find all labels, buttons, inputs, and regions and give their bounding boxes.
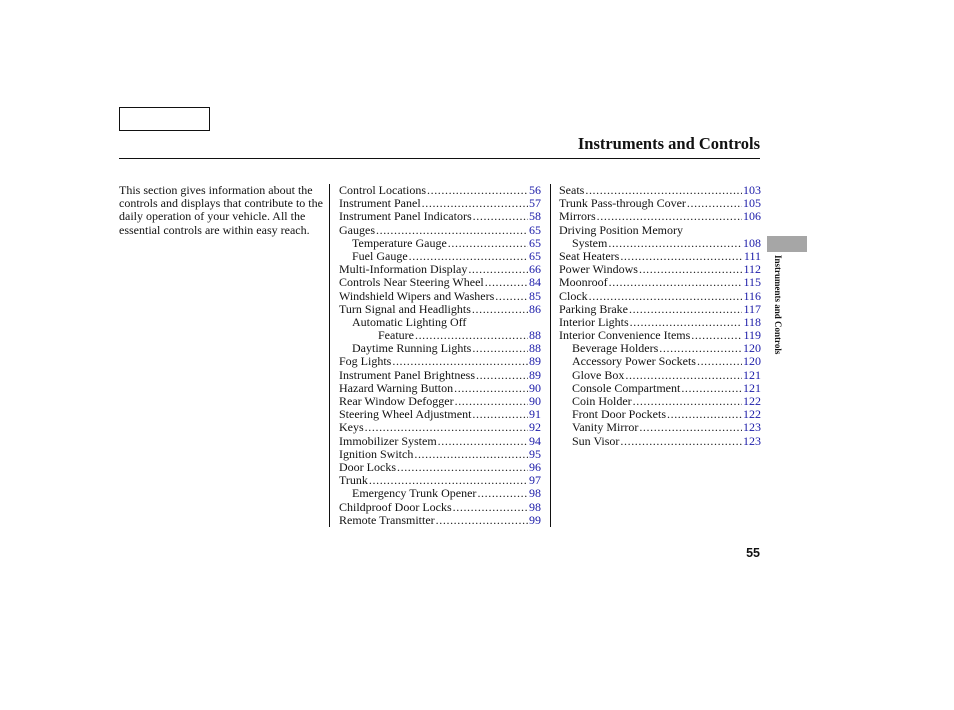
intro-paragraph: This section gives information about the controls and displays that contribute to the daily operation of your vehicle. All the essential controls are within easy reach.	[119, 183, 323, 237]
dot-leader	[365, 421, 528, 434]
dot-leader	[589, 290, 743, 303]
dot-leader	[687, 197, 742, 210]
dot-leader	[485, 276, 528, 289]
toc-entry[interactable]	[339, 421, 541, 434]
dot-leader	[620, 250, 743, 263]
toc-entry-label: System	[572, 235, 608, 250]
toc-entry-label: Ignition Switch	[339, 446, 414, 461]
toc-page-link[interactable]: 89	[529, 367, 541, 382]
toc-entry[interactable]	[339, 369, 541, 382]
toc-page-link[interactable]: 121	[743, 367, 761, 382]
side-tab-label: Instruments and Controls	[773, 255, 783, 355]
toc-entry-label: Trunk	[339, 473, 368, 488]
toc-entry[interactable]	[339, 303, 541, 316]
dot-leader	[629, 303, 742, 316]
toc-entry-label: Remote Transmitter	[339, 512, 435, 527]
toc-entry-label: Hazard Warning Button	[339, 380, 454, 395]
dot-leader	[472, 303, 528, 316]
toc-entry-label: Rear Window Defogger	[339, 394, 454, 408]
toc-entry[interactable]	[339, 435, 541, 448]
toc-entry[interactable]	[339, 210, 541, 223]
dot-leader	[477, 487, 528, 500]
toc-entry-label: Fog Lights	[339, 354, 392, 369]
toc-page-link[interactable]: 118	[743, 314, 761, 329]
toc-entry-label: Feature	[378, 328, 414, 343]
toc-page-link[interactable]: 116	[743, 288, 761, 303]
toc-entry-label: Immobilizer System	[339, 433, 437, 448]
toc-page-link[interactable]: 58	[529, 209, 541, 224]
toc-entry	[339, 316, 541, 329]
toc-entry-label: Turn Signal and Headlights	[339, 301, 471, 316]
toc-page-link[interactable]: 92	[529, 420, 541, 435]
toc-page-link[interactable]: 119	[743, 328, 761, 343]
toc-entry-label: Temperature Gauge	[352, 235, 447, 250]
toc-page-link[interactable]: 115	[743, 275, 761, 290]
dot-leader	[608, 237, 742, 250]
toc-page-link[interactable]: 96	[529, 459, 541, 474]
dot-leader	[476, 369, 528, 382]
toc-entry-label: Control Locations	[339, 183, 426, 197]
dot-leader	[597, 210, 742, 223]
toc-page-link[interactable]: 65	[529, 222, 541, 237]
toc-entry-label: Keys	[339, 420, 364, 435]
toc-entry-label: Console Compartment	[572, 380, 681, 395]
toc-entry-label: Seats	[559, 183, 585, 197]
toc-page-link[interactable]: 98	[529, 486, 541, 501]
toc-entry-label: Sun Visor	[572, 433, 620, 448]
toc-page-link[interactable]: 88	[529, 341, 541, 356]
section-title: Instruments and Controls	[577, 134, 760, 153]
toc-page-link[interactable]: 99	[529, 512, 541, 527]
dot-leader	[639, 263, 742, 276]
toc-page-link[interactable]: 56	[529, 183, 541, 197]
toc-page-link[interactable]: 84	[529, 275, 541, 290]
dot-leader	[376, 224, 528, 237]
section-tab	[767, 236, 807, 252]
dot-leader	[620, 435, 742, 448]
toc-page-link[interactable]: 97	[529, 473, 541, 488]
toc-page-link[interactable]: 103	[743, 183, 761, 197]
toc-entry[interactable]	[559, 303, 761, 316]
toc-entry-label: Instrument Panel	[339, 196, 421, 211]
toc-page-link[interactable]: 85	[529, 288, 541, 303]
toc-entry-label: Daytime Running Lights	[352, 341, 472, 356]
dot-leader	[667, 408, 742, 421]
toc-entry[interactable]	[339, 514, 541, 527]
toc-page-link[interactable]: 122	[743, 394, 761, 408]
dot-leader	[495, 290, 528, 303]
toc-page-link[interactable]: 121	[743, 380, 761, 395]
toc-entry-label: Instrument Panel Brightness	[339, 367, 475, 382]
toc-page-link[interactable]: 66	[529, 262, 541, 277]
toc-entry-label: Emergency Trunk Opener	[352, 486, 477, 501]
toc-entry-label: Front Door Pockets	[572, 407, 666, 422]
toc-entry-label: Windshield Wipers and Washers	[339, 288, 495, 303]
toc-entry-label: Seat Heaters	[559, 248, 620, 263]
column-divider-2	[550, 184, 551, 527]
toc-page-link[interactable]: 117	[743, 301, 761, 316]
toc-page-link[interactable]: 122	[743, 407, 761, 422]
toc-entry-label: Trunk Pass-through Cover	[559, 196, 686, 211]
toc-page-link[interactable]: 98	[529, 499, 541, 514]
toc-entry-label: Instrument Panel Indicators	[339, 209, 472, 224]
dot-leader	[639, 421, 742, 434]
dot-leader	[472, 408, 528, 421]
toc-page-link[interactable]: 89	[529, 354, 541, 369]
toc-entry-label: Glove Box	[572, 367, 625, 382]
dot-leader	[472, 342, 528, 355]
toc-entry[interactable]	[339, 276, 541, 289]
toc-entry[interactable]	[339, 355, 541, 368]
toc-page-link[interactable]: 108	[743, 235, 761, 250]
toc-entry-label: Door Locks	[339, 459, 396, 474]
toc-page-link[interactable]: 65	[529, 235, 541, 250]
toc-page-link[interactable]: 112	[743, 262, 761, 277]
toc-page-link[interactable]: 65	[529, 248, 541, 263]
toc-entry[interactable]	[559, 210, 761, 223]
toc-page-link[interactable]: 123	[743, 433, 761, 448]
dot-leader	[392, 355, 528, 368]
toc-entry-label: Automatic Lighting Off	[352, 314, 467, 329]
dot-leader	[453, 501, 528, 514]
toc-page-link[interactable]: 86	[529, 301, 541, 316]
toc-entry-label: Controls Near Steering Wheel	[339, 275, 484, 290]
dot-leader	[397, 461, 528, 474]
toc-page-link[interactable]: 95	[529, 446, 541, 461]
toc-entry[interactable]	[339, 448, 541, 461]
toc-column-1	[339, 184, 541, 527]
toc-entry[interactable]	[559, 421, 761, 434]
toc-entry[interactable]	[339, 408, 541, 421]
dot-leader	[436, 514, 528, 527]
dot-leader	[609, 276, 743, 289]
header-rule	[119, 158, 760, 159]
toc-entry[interactable]	[559, 237, 761, 250]
toc-page-link[interactable]: 120	[743, 341, 761, 356]
toc-page-link[interactable]: 106	[743, 209, 761, 224]
toc-page-link[interactable]: 90	[529, 394, 541, 408]
toc-entry[interactable]	[339, 487, 541, 500]
toc-entry-label: Beverage Holders	[572, 341, 659, 356]
dot-leader	[697, 355, 742, 368]
column-divider-1	[329, 184, 330, 527]
dot-leader	[427, 184, 528, 197]
dot-leader	[438, 435, 528, 448]
toc-page-link[interactable]: 120	[743, 354, 761, 369]
toc-entry-label: Fuel Gauge	[352, 248, 408, 263]
dot-leader	[681, 382, 742, 395]
toc-entry[interactable]	[559, 355, 761, 368]
toc-entry[interactable]	[339, 237, 541, 250]
dot-leader	[414, 448, 528, 461]
toc-entry-label: Gauges	[339, 222, 375, 237]
toc-entry-label: Childproof Door Locks	[339, 499, 452, 514]
toc-entry[interactable]	[559, 435, 761, 448]
dot-leader	[625, 369, 742, 382]
toc-entry[interactable]	[559, 290, 761, 303]
toc-entry	[559, 224, 761, 237]
dot-leader	[473, 210, 528, 223]
toc-entry-label: Vanity Mirror	[572, 420, 639, 435]
toc-entry[interactable]	[339, 461, 541, 474]
toc-page-link[interactable]: 105	[743, 196, 761, 211]
toc-entry-label: Accessory Power Sockets	[572, 354, 696, 369]
toc-entry-label: Driving Position Memory	[559, 222, 684, 237]
toc-entry[interactable]	[339, 501, 541, 514]
toc-entry-label: Moonroof	[559, 275, 608, 290]
toc-entry-label: Interior Lights	[559, 314, 629, 329]
toc-page-link[interactable]: 94	[529, 433, 541, 448]
toc-entry-label: Multi-Information Display	[339, 262, 468, 277]
toc-entry[interactable]	[559, 369, 761, 382]
dot-leader	[691, 329, 742, 342]
toc-page-link[interactable]: 111	[743, 248, 761, 263]
toc-entry-label: Interior Convenience Items	[559, 328, 691, 343]
toc-page-link[interactable]: 57	[529, 196, 541, 211]
toc-entry[interactable]	[559, 276, 761, 289]
toc-entry[interactable]	[339, 290, 541, 303]
toc-entry-label: Power Windows	[559, 262, 638, 277]
toc-page-link[interactable]: 91	[529, 407, 541, 422]
toc-entry-label: Parking Brake	[559, 301, 628, 316]
dot-leader	[448, 237, 528, 250]
toc-entry-label: Clock	[559, 288, 588, 303]
header-box	[119, 107, 210, 131]
toc-page-link[interactable]: 123	[743, 420, 761, 435]
toc-column-2	[559, 184, 761, 448]
toc-entry-label: Steering Wheel Adjustment	[339, 407, 472, 422]
toc-entry-label: Mirrors	[559, 209, 596, 224]
page-number: 55	[746, 546, 760, 560]
toc-entry[interactable]	[339, 224, 541, 237]
dot-leader	[454, 382, 528, 395]
toc-entry-label: Coin Holder	[572, 394, 632, 408]
toc-page-link[interactable]: 90	[529, 380, 541, 395]
toc-page-link[interactable]: 88	[529, 328, 541, 343]
